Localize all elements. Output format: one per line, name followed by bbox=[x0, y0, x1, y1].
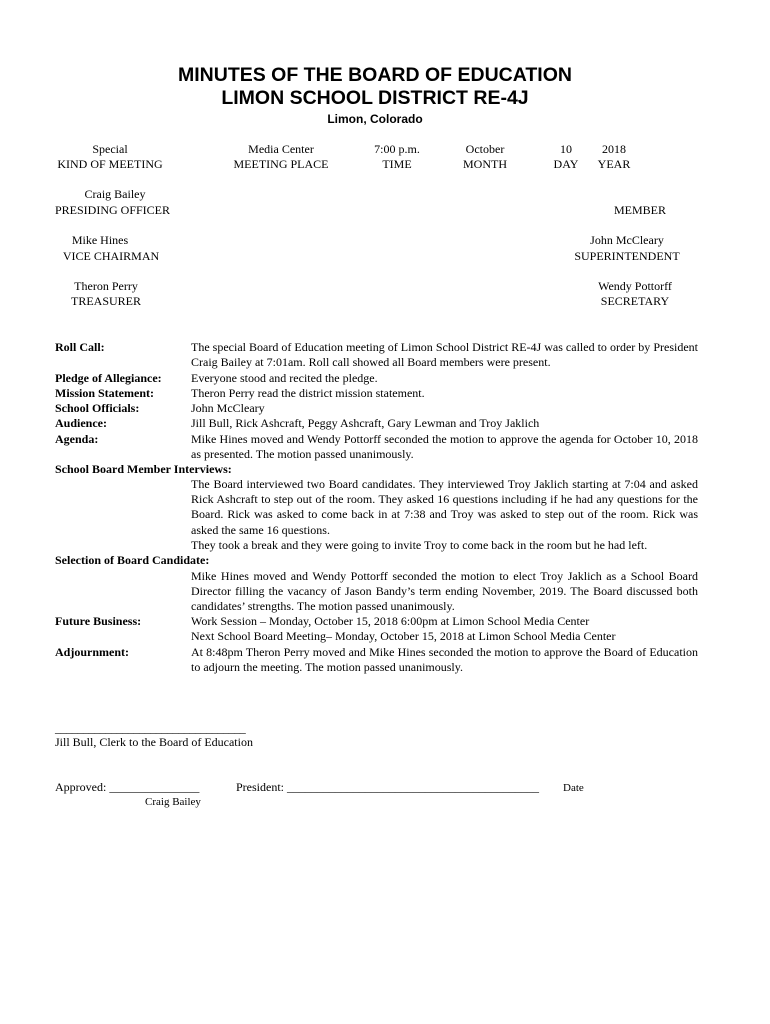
interviews-paragraph-1: The Board interviewed two Board candidates. They interviewed Troy Jaklich starting at 7:04 and asked Rick Ashcraft to step out of the room. They asked 16 questions including if he had any questions for the Board. Rick was asked to come back in at 7:38 and Troy was asked to step out of the room. Rick was asked the same 16 questions. bbox=[191, 477, 698, 537]
audience-label: Audience: bbox=[55, 416, 107, 430]
superintendent-label: SUPERINTENDENT bbox=[574, 249, 680, 263]
work-session-line: Work Session – Monday, October 15, 2018 6:00pm at Limon School Media Center bbox=[191, 614, 590, 628]
presiding-officer-label: PRESIDING OFFICER bbox=[55, 203, 171, 217]
future-business-text bbox=[191, 614, 698, 644]
vice-chairman-name: Mike Hines bbox=[71, 233, 129, 247]
approved-line: Approved: _______________ bbox=[55, 780, 200, 794]
member-label: MEMBER bbox=[613, 203, 666, 217]
secretary-label: SECRETARY bbox=[600, 294, 670, 308]
interviews-text bbox=[191, 477, 698, 553]
meeting-month-label: MONTH bbox=[463, 157, 507, 171]
interviews-label: School Board Member Interviews: bbox=[55, 462, 232, 476]
meeting-place-label: MEETING PLACE bbox=[233, 157, 329, 171]
superintendent-name: John McCleary bbox=[590, 233, 664, 247]
pledge-text: Everyone stood and recited the pledge. bbox=[191, 371, 378, 385]
meeting-kind-value: Special bbox=[92, 142, 128, 156]
meeting-day-value: 10 bbox=[560, 142, 572, 156]
mission-text: Theron Perry read the district mission statement. bbox=[191, 386, 425, 400]
adjournment-label: Adjournment: bbox=[55, 645, 129, 659]
agenda-label: Agenda: bbox=[55, 432, 99, 446]
presiding-officer-name: Craig Bailey bbox=[84, 187, 146, 201]
clerk-name: Jill Bull, Clerk to the Board of Education bbox=[55, 735, 253, 749]
location: Limon, Colorado bbox=[327, 112, 423, 126]
roll-call-text: The special Board of Education meeting of Limon School District RE-4J was called to order by President Craig Bailey at 7:01am. Roll call showed all Board members were present. bbox=[191, 340, 698, 370]
approved-name: Craig Bailey bbox=[145, 796, 201, 808]
meeting-time-value: 7:00 p.m. bbox=[374, 142, 420, 156]
meeting-place-value: Media Center bbox=[248, 142, 314, 156]
meeting-day-label: DAY bbox=[553, 157, 579, 171]
meeting-time-label: TIME bbox=[382, 157, 412, 171]
meeting-year-label: YEAR bbox=[597, 157, 631, 171]
interviews-paragraph-2: They took a break and they were going to invite Troy to come back in the room but he had left. bbox=[191, 537, 648, 552]
mission-label: Mission Statement: bbox=[55, 386, 154, 400]
meeting-year-value: 2018 bbox=[602, 142, 626, 156]
document-title: MINUTES OF THE BOARD OF EDUCATION bbox=[178, 64, 572, 86]
date-label: Date bbox=[563, 782, 584, 794]
district-name: LIMON SCHOOL DISTRICT RE-4J bbox=[221, 87, 529, 109]
audience-text: Jill Bull, Rick Ashcraft, Peggy Ashcraft, Gary Lewman and Troy Jaklich bbox=[191, 416, 540, 430]
future-business-label: Future Business: bbox=[55, 614, 142, 628]
meeting-month-value: October bbox=[465, 142, 505, 156]
adjournment-text: At 8:48pm Theron Perry moved and Mike Hines seconded the motion to approve the Board of Education to adjourn the meeting. The motion passed unanimously. bbox=[191, 645, 698, 675]
selection-label: Selection of Board Candidate: bbox=[55, 553, 210, 567]
meeting-kind-label: KIND OF MEETING bbox=[57, 157, 163, 171]
officials-label: School Officials: bbox=[55, 401, 140, 415]
roll-call-label: Roll Call: bbox=[55, 340, 105, 354]
selection-text: Mike Hines moved and Wendy Pottorff seconded the motion to elect Troy Jaklich as a School Board Director filling the vacancy of Jason Bandy’s term ending November, 2019. The Board discussed both candidates’ strengths. The motion passed unanimously. bbox=[191, 569, 698, 614]
agenda-text: Mike Hines moved and Wendy Pottorff seconded the motion to approve the agenda for October 10, 2018 as presented. The motion passed unanimously. bbox=[191, 432, 698, 462]
treasurer-name: Theron Perry bbox=[74, 279, 138, 293]
president-signature-line: President: __________________________________________ bbox=[236, 780, 539, 794]
treasurer-label: TREASURER bbox=[70, 294, 141, 308]
next-meeting-line: Next School Board Meeting– Monday, October 15, 2018 at Limon School Media Center bbox=[191, 629, 616, 644]
secretary-name: Wendy Pottorff bbox=[598, 279, 672, 293]
pledge-label: Pledge of Allegiance: bbox=[55, 371, 162, 385]
vice-chairman-label: VICE CHAIRMAN bbox=[62, 249, 160, 263]
officials-text: John McCleary bbox=[191, 401, 265, 415]
clerk-signature-line: __________________________________ bbox=[55, 721, 246, 735]
